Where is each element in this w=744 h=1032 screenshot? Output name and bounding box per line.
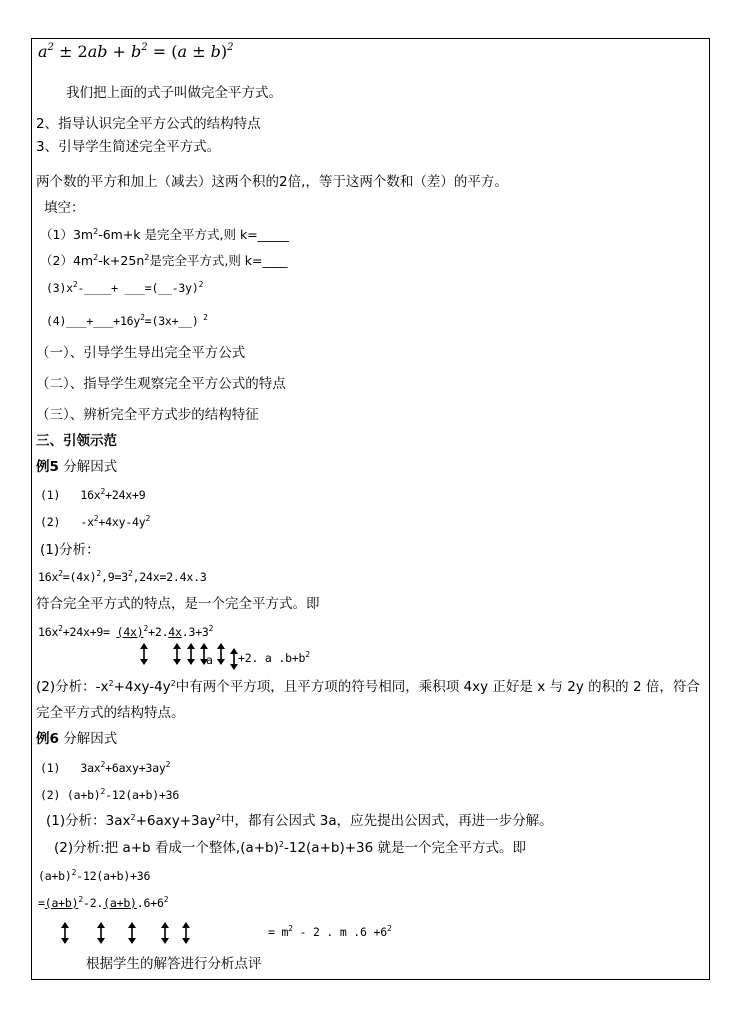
example-6-analysis-1: (1)分析：$3ax^2+6axy+3ay^2$中，都有公因式 3a，应先提出公因式，再进一步分解。 <box>46 813 553 829</box>
guide-2: （二）、指导学生观察完全平方公式的特点 <box>36 376 286 392</box>
example-6-problem-1: (1) $3ax^2+6axy+3ay^2$ <box>40 760 171 775</box>
mapping-arrow-icon <box>139 642 149 666</box>
fill-question-1: $(1)3m^2-6m+k$ 是完全平方式,则 k=_____ <box>40 227 289 242</box>
example-5-problem-1: (1) $16x^2+24x+9$ <box>40 487 146 502</box>
fill-heading: 填空： <box>44 200 85 216</box>
guide-1: （一）、引导学生导出完全平方公式 <box>36 345 246 361</box>
example-6-problem-2: (2) $(a+b)^2-12(a+b)+36$ <box>40 787 180 802</box>
mapping-arrow-icon <box>181 921 191 945</box>
example-5-problem-2: (2) $-x^2+4xy-4y^2$ <box>40 514 151 529</box>
example-5-mapping-a: a <box>206 653 213 667</box>
example-5-expansion: $16x^2+24x+9= (4x)^2+2.4x.3+3^2$ <box>38 624 214 639</box>
mapping-arrow-icon <box>172 642 182 666</box>
example-6-expansion: $=(a+b)^2-2.(a+b).6+6^2$ <box>38 895 169 910</box>
guide-3: （三）、辨析完全平方式步的结构特征 <box>36 407 259 423</box>
mapping-arrow-icon <box>160 921 170 945</box>
example-6-mapping: = $m^2 - 2$ . m $.6 +6^2$ <box>268 924 392 939</box>
rule-text: 两个数的平方和加上（减去）这两个积的2倍,，等于这两个数和（差）的平方。 <box>36 174 508 190</box>
example-5-analysis-2: (2)分析：$-x^2+4xy-4y^2$中有两个平方项，且平方项的符号相同，乘积项 4xy 正好是 x 与 2y 的积的 2 倍，符合 <box>36 679 700 695</box>
mapping-arrow-icon <box>186 642 196 666</box>
fill-question-3: $(3)x^2-\_\_\_\_+$ ___=(__-3y)$^2$ <box>46 280 204 295</box>
example-5-analysis-2-cont: 完全平方式的结构特点。 <box>36 705 185 721</box>
example-5-mapping: +2. a $.b+b^2$ <box>238 650 310 665</box>
mapping-arrow-icon <box>60 921 70 945</box>
example-5-analysis-label: (1)分析： <box>40 542 100 558</box>
closing-remark: 根据学生的解答进行分析点评 <box>86 956 262 972</box>
perfect-square-formula: $a^2 \pm 2ab + b^2 = (a \pm b)^2$ <box>38 42 234 61</box>
fill-question-4: $(4)\_\_\_+\_\_\_+16y^2=(3x+\_\_)$ $^2$ <box>46 313 208 328</box>
example-5-analysis-line: $16x^2=(4x)^2,9=3^2,24x=2.4x.3$ <box>38 569 207 584</box>
example-5-title: 例5 分解因式 <box>36 459 118 475</box>
mapping-arrow-icon <box>216 642 226 666</box>
example-5-conclusion: 符合完全平方式的特点，是一个完全平方式。即 <box>36 596 320 612</box>
example-6-title: 例6 分解因式 <box>36 731 118 747</box>
example-6-expression: $(a+b)^2-12(a+b)+36$ <box>38 868 151 883</box>
step-3: 3、引导学生简述完全平方式。 <box>36 139 221 155</box>
example-6-analysis-2: (2)分析:把 a+b 看成一个整体$,(a+b)^2-12(a+b)+36$ 就是一个完全平方式。即 <box>54 840 527 856</box>
step-2: 2、指导认识完全平方公式的结构特点 <box>36 116 261 132</box>
mapping-arrow-icon <box>96 921 106 945</box>
fill-question-2: $(2)4m^2-k+25n^2$是完全平方式,则 k=____ <box>40 253 288 268</box>
intro-text: 我们把上面的式子叫做完全平方式。 <box>66 85 282 101</box>
section-3-heading: 三、引领示范 <box>36 433 117 449</box>
mapping-arrow-icon <box>127 921 137 945</box>
